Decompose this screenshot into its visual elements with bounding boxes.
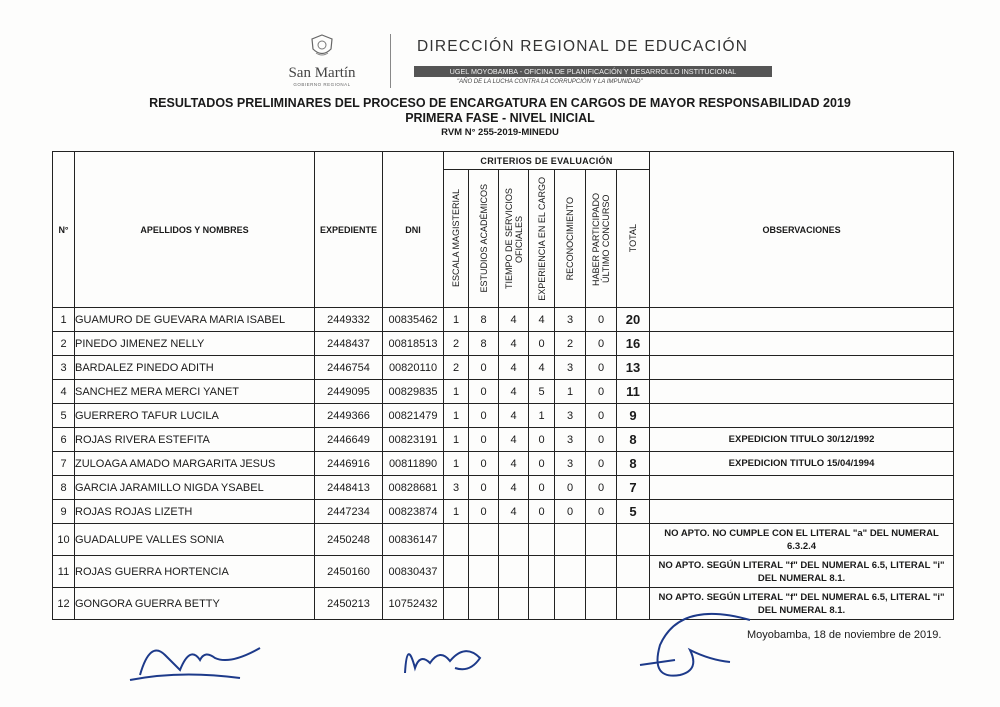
- row-name: GUERRERO TAFUR LUCILA: [75, 404, 315, 428]
- signature-3: [620, 590, 760, 695]
- row-score: 1: [444, 452, 469, 476]
- row-observation: NO APTO. NO CUMPLE CON EL LITERAL "a" DEL NUMERAL 6.3.2.4: [650, 524, 954, 556]
- row-observation: [650, 500, 954, 524]
- row-score: 0: [586, 428, 617, 452]
- row-number: 4: [53, 380, 75, 404]
- row-expediente: 2448437: [315, 332, 383, 356]
- row-dni: 00836147: [383, 524, 444, 556]
- row-expediente: 2446649: [315, 428, 383, 452]
- row-name: PINEDO JIMENEZ NELLY: [75, 332, 315, 356]
- row-expediente: 2449366: [315, 404, 383, 428]
- table-row: [53, 404, 954, 428]
- row-name: ZULOAGA AMADO MARGARITA JESUS: [75, 452, 315, 476]
- header-total: TOTAL: [617, 170, 650, 308]
- row-observation: [650, 380, 954, 404]
- row-score: 3: [555, 404, 586, 428]
- row-score: [469, 524, 499, 556]
- row-score: 4: [499, 404, 529, 428]
- header-dni: DNI: [383, 152, 444, 308]
- row-observation: [650, 332, 954, 356]
- row-score: 0: [529, 476, 555, 500]
- row-score: 0: [586, 332, 617, 356]
- row-score: 4: [499, 500, 529, 524]
- row-name: GARCIA JARAMILLO NIGDA YSABEL: [75, 476, 315, 500]
- document-title: RESULTADOS PRELIMINARES DEL PROCESO DE ENCARGATURA EN CARGOS DE MAYOR RESPONSABILIDAD 2019: [149, 96, 851, 110]
- row-number: 12: [53, 588, 75, 620]
- row-number: 10: [53, 524, 75, 556]
- row-score: 0: [586, 356, 617, 380]
- row-dni: 00820110: [383, 356, 444, 380]
- row-score: 0: [469, 452, 499, 476]
- coat-of-arms-icon: [308, 33, 336, 59]
- row-score: 5: [529, 380, 555, 404]
- row-dni: 00829835: [383, 380, 444, 404]
- row-score: 4: [499, 380, 529, 404]
- header-expediente: EXPEDIENTE: [315, 152, 383, 308]
- row-number: 9: [53, 500, 75, 524]
- table-row: [53, 476, 954, 500]
- row-expediente: 2450248: [315, 524, 383, 556]
- row-score: 1: [555, 380, 586, 404]
- logo-name: San Martín: [288, 65, 356, 81]
- row-score: [529, 588, 555, 620]
- header-criterion: TIEMPO DE SERVICIOS OFICIALES: [499, 170, 529, 308]
- table-row: [53, 356, 954, 380]
- row-number: 5: [53, 404, 75, 428]
- row-score: [444, 524, 469, 556]
- row-score: 0: [586, 308, 617, 332]
- row-score: 2: [555, 332, 586, 356]
- table-row: [53, 452, 954, 476]
- row-expediente: 2449332: [315, 308, 383, 332]
- header-criterion: ESCALA MAGISTERIAL: [444, 170, 469, 308]
- document-titles: [0, 95, 1000, 139]
- row-number: 1: [53, 308, 75, 332]
- row-score: 0: [469, 428, 499, 452]
- table-row: [53, 500, 954, 524]
- row-total: 16: [617, 332, 650, 356]
- row-score: 0: [469, 380, 499, 404]
- row-expediente: 2446754: [315, 356, 383, 380]
- row-observation: [650, 476, 954, 500]
- table-row: [53, 308, 954, 332]
- row-total: 13: [617, 356, 650, 380]
- row-score: [499, 588, 529, 620]
- row-score: 0: [586, 404, 617, 428]
- row-total: [617, 524, 650, 556]
- regional-logo: [262, 30, 382, 90]
- row-score: [444, 588, 469, 620]
- row-score: [529, 524, 555, 556]
- row-name: GONGORA GUERRA BETTY: [75, 588, 315, 620]
- row-dni: 00811890: [383, 452, 444, 476]
- row-name: ROJAS ROJAS LIZETH: [75, 500, 315, 524]
- row-observation: EXPEDICION TITULO 30/12/1992: [650, 428, 954, 452]
- row-score: 1: [444, 404, 469, 428]
- document-subtitle: PRIMERA FASE - NIVEL INICIAL: [405, 111, 595, 125]
- row-score: [444, 556, 469, 588]
- row-name: GUAMURO DE GUEVARA MARIA ISABEL: [75, 308, 315, 332]
- row-dni: 00823874: [383, 500, 444, 524]
- results-table: [52, 151, 954, 620]
- row-score: [529, 556, 555, 588]
- row-score: [555, 524, 586, 556]
- row-score: 4: [529, 356, 555, 380]
- row-number: 11: [53, 556, 75, 588]
- document-reference: RVM N° 255-2019-MINEDU: [441, 127, 559, 138]
- row-score: 2: [444, 356, 469, 380]
- row-dni: 00828681: [383, 476, 444, 500]
- row-score: 4: [499, 428, 529, 452]
- header-observaciones: OBSERVACIONES: [650, 152, 954, 308]
- row-total: 9: [617, 404, 650, 428]
- ugel-banner: UGEL MOYOBAMBA - OFICINA DE PLANIFICACIÓN Y DESARROLLO INSTITUCIONAL: [414, 66, 772, 77]
- row-score: 0: [586, 476, 617, 500]
- row-score: [586, 588, 617, 620]
- row-score: 3: [555, 452, 586, 476]
- institution-name: DIRECCIÓN REGIONAL DE EDUCACIÓN: [417, 38, 749, 55]
- row-expediente: 2450213: [315, 588, 383, 620]
- table-row: [53, 524, 954, 556]
- row-expediente: 2449095: [315, 380, 383, 404]
- header-criterion: EXPERIENCIA EN EL CARGO: [529, 170, 555, 308]
- row-score: [469, 588, 499, 620]
- table-row: [53, 380, 954, 404]
- row-score: 0: [469, 404, 499, 428]
- row-expediente: 2450160: [315, 556, 383, 588]
- row-score: [586, 524, 617, 556]
- table-row: [53, 332, 954, 356]
- row-observation: NO APTO. SEGÚN LITERAL "f" DEL NUMERAL 6.5, LITERAL "i" DEL NUMERAL 8.1.: [650, 588, 954, 620]
- row-dni: 00835462: [383, 308, 444, 332]
- row-score: 0: [469, 500, 499, 524]
- row-total: 11: [617, 380, 650, 404]
- header-name: APELLIDOS Y NOMBRES: [75, 152, 315, 308]
- table-row: [53, 588, 954, 620]
- row-score: [586, 556, 617, 588]
- row-name: BARDALEZ PINEDO ADITH: [75, 356, 315, 380]
- header-divider: [390, 34, 391, 88]
- row-score: [499, 556, 529, 588]
- row-score: 1: [444, 500, 469, 524]
- table-row: [53, 428, 954, 452]
- row-score: 4: [529, 308, 555, 332]
- row-score: 8: [469, 332, 499, 356]
- row-score: 4: [499, 332, 529, 356]
- row-score: 3: [555, 428, 586, 452]
- row-number: 6: [53, 428, 75, 452]
- row-observation: NO APTO. SEGÚN LITERAL "f" DEL NUMERAL 6.5, LITERAL "i" DEL NUMERAL 8.1.: [650, 556, 954, 588]
- header-criterion: HABER PARTICIPADO ÚLTIMO CONCURSO: [586, 170, 617, 308]
- row-dni: 10752432: [383, 588, 444, 620]
- row-dni: 00823191: [383, 428, 444, 452]
- row-number: 8: [53, 476, 75, 500]
- row-score: 4: [499, 356, 529, 380]
- header-criteria: CRITERIOS DE EVALUACIÓN: [444, 152, 650, 170]
- row-score: 0: [529, 500, 555, 524]
- row-score: [469, 556, 499, 588]
- row-score: 0: [555, 500, 586, 524]
- row-score: 3: [444, 476, 469, 500]
- row-expediente: 2447234: [315, 500, 383, 524]
- row-name: GUADALUPE VALLES SONIA: [75, 524, 315, 556]
- row-expediente: 2448413: [315, 476, 383, 500]
- row-total: 7: [617, 476, 650, 500]
- letterhead: [262, 30, 782, 92]
- row-name: ROJAS RIVERA ESTEFITA: [75, 428, 315, 452]
- row-score: 0: [555, 476, 586, 500]
- row-score: [555, 588, 586, 620]
- row-score: 4: [499, 308, 529, 332]
- row-score: [499, 524, 529, 556]
- row-number: 3: [53, 356, 75, 380]
- row-score: 1: [529, 404, 555, 428]
- row-score: 3: [555, 356, 586, 380]
- row-name: SANCHEZ MERA MERCI YANET: [75, 380, 315, 404]
- row-score: 0: [469, 356, 499, 380]
- row-score: 0: [586, 500, 617, 524]
- header-criterion: RECONOCIMIENTO: [555, 170, 586, 308]
- row-total: 8: [617, 452, 650, 476]
- row-score: 1: [444, 308, 469, 332]
- row-expediente: 2446916: [315, 452, 383, 476]
- row-dni: 00821479: [383, 404, 444, 428]
- row-score: 0: [586, 452, 617, 476]
- signature-1: [120, 630, 280, 690]
- row-total: [617, 556, 650, 588]
- year-motto: "AÑO DE LA LUCHA CONTRA LA CORRUPCIÓN Y LA IMPUNIDAD": [457, 79, 643, 85]
- table-row: [53, 556, 954, 588]
- row-score: [555, 556, 586, 588]
- row-score: 3: [555, 308, 586, 332]
- row-score: 1: [444, 380, 469, 404]
- row-total: 5: [617, 500, 650, 524]
- row-score: 0: [586, 380, 617, 404]
- row-name: ROJAS GUERRA HORTENCIA: [75, 556, 315, 588]
- row-score: 4: [499, 452, 529, 476]
- row-score: 0: [529, 332, 555, 356]
- row-score: 0: [469, 476, 499, 500]
- row-observation: [650, 308, 954, 332]
- row-total: 8: [617, 428, 650, 452]
- signing-date: Moyobamba, 18 de noviembre de 2019.: [747, 629, 942, 641]
- header-number: N°: [53, 152, 75, 308]
- row-score: 1: [444, 428, 469, 452]
- row-number: 7: [53, 452, 75, 476]
- signature-2: [395, 633, 495, 683]
- row-dni: 00818513: [383, 332, 444, 356]
- row-score: 0: [529, 428, 555, 452]
- logo-subtitle: GOBIERNO REGIONAL: [293, 82, 351, 87]
- header-criterion: ESTUDIOS ACADÉMICOS: [469, 170, 499, 308]
- row-observation: [650, 404, 954, 428]
- row-score: 8: [469, 308, 499, 332]
- row-observation: EXPEDICION TITULO 15/04/1994: [650, 452, 954, 476]
- row-dni: 00830437: [383, 556, 444, 588]
- row-total: 20: [617, 308, 650, 332]
- row-observation: [650, 356, 954, 380]
- row-number: 2: [53, 332, 75, 356]
- row-score: 0: [529, 452, 555, 476]
- row-score: 2: [444, 332, 469, 356]
- row-score: 4: [499, 476, 529, 500]
